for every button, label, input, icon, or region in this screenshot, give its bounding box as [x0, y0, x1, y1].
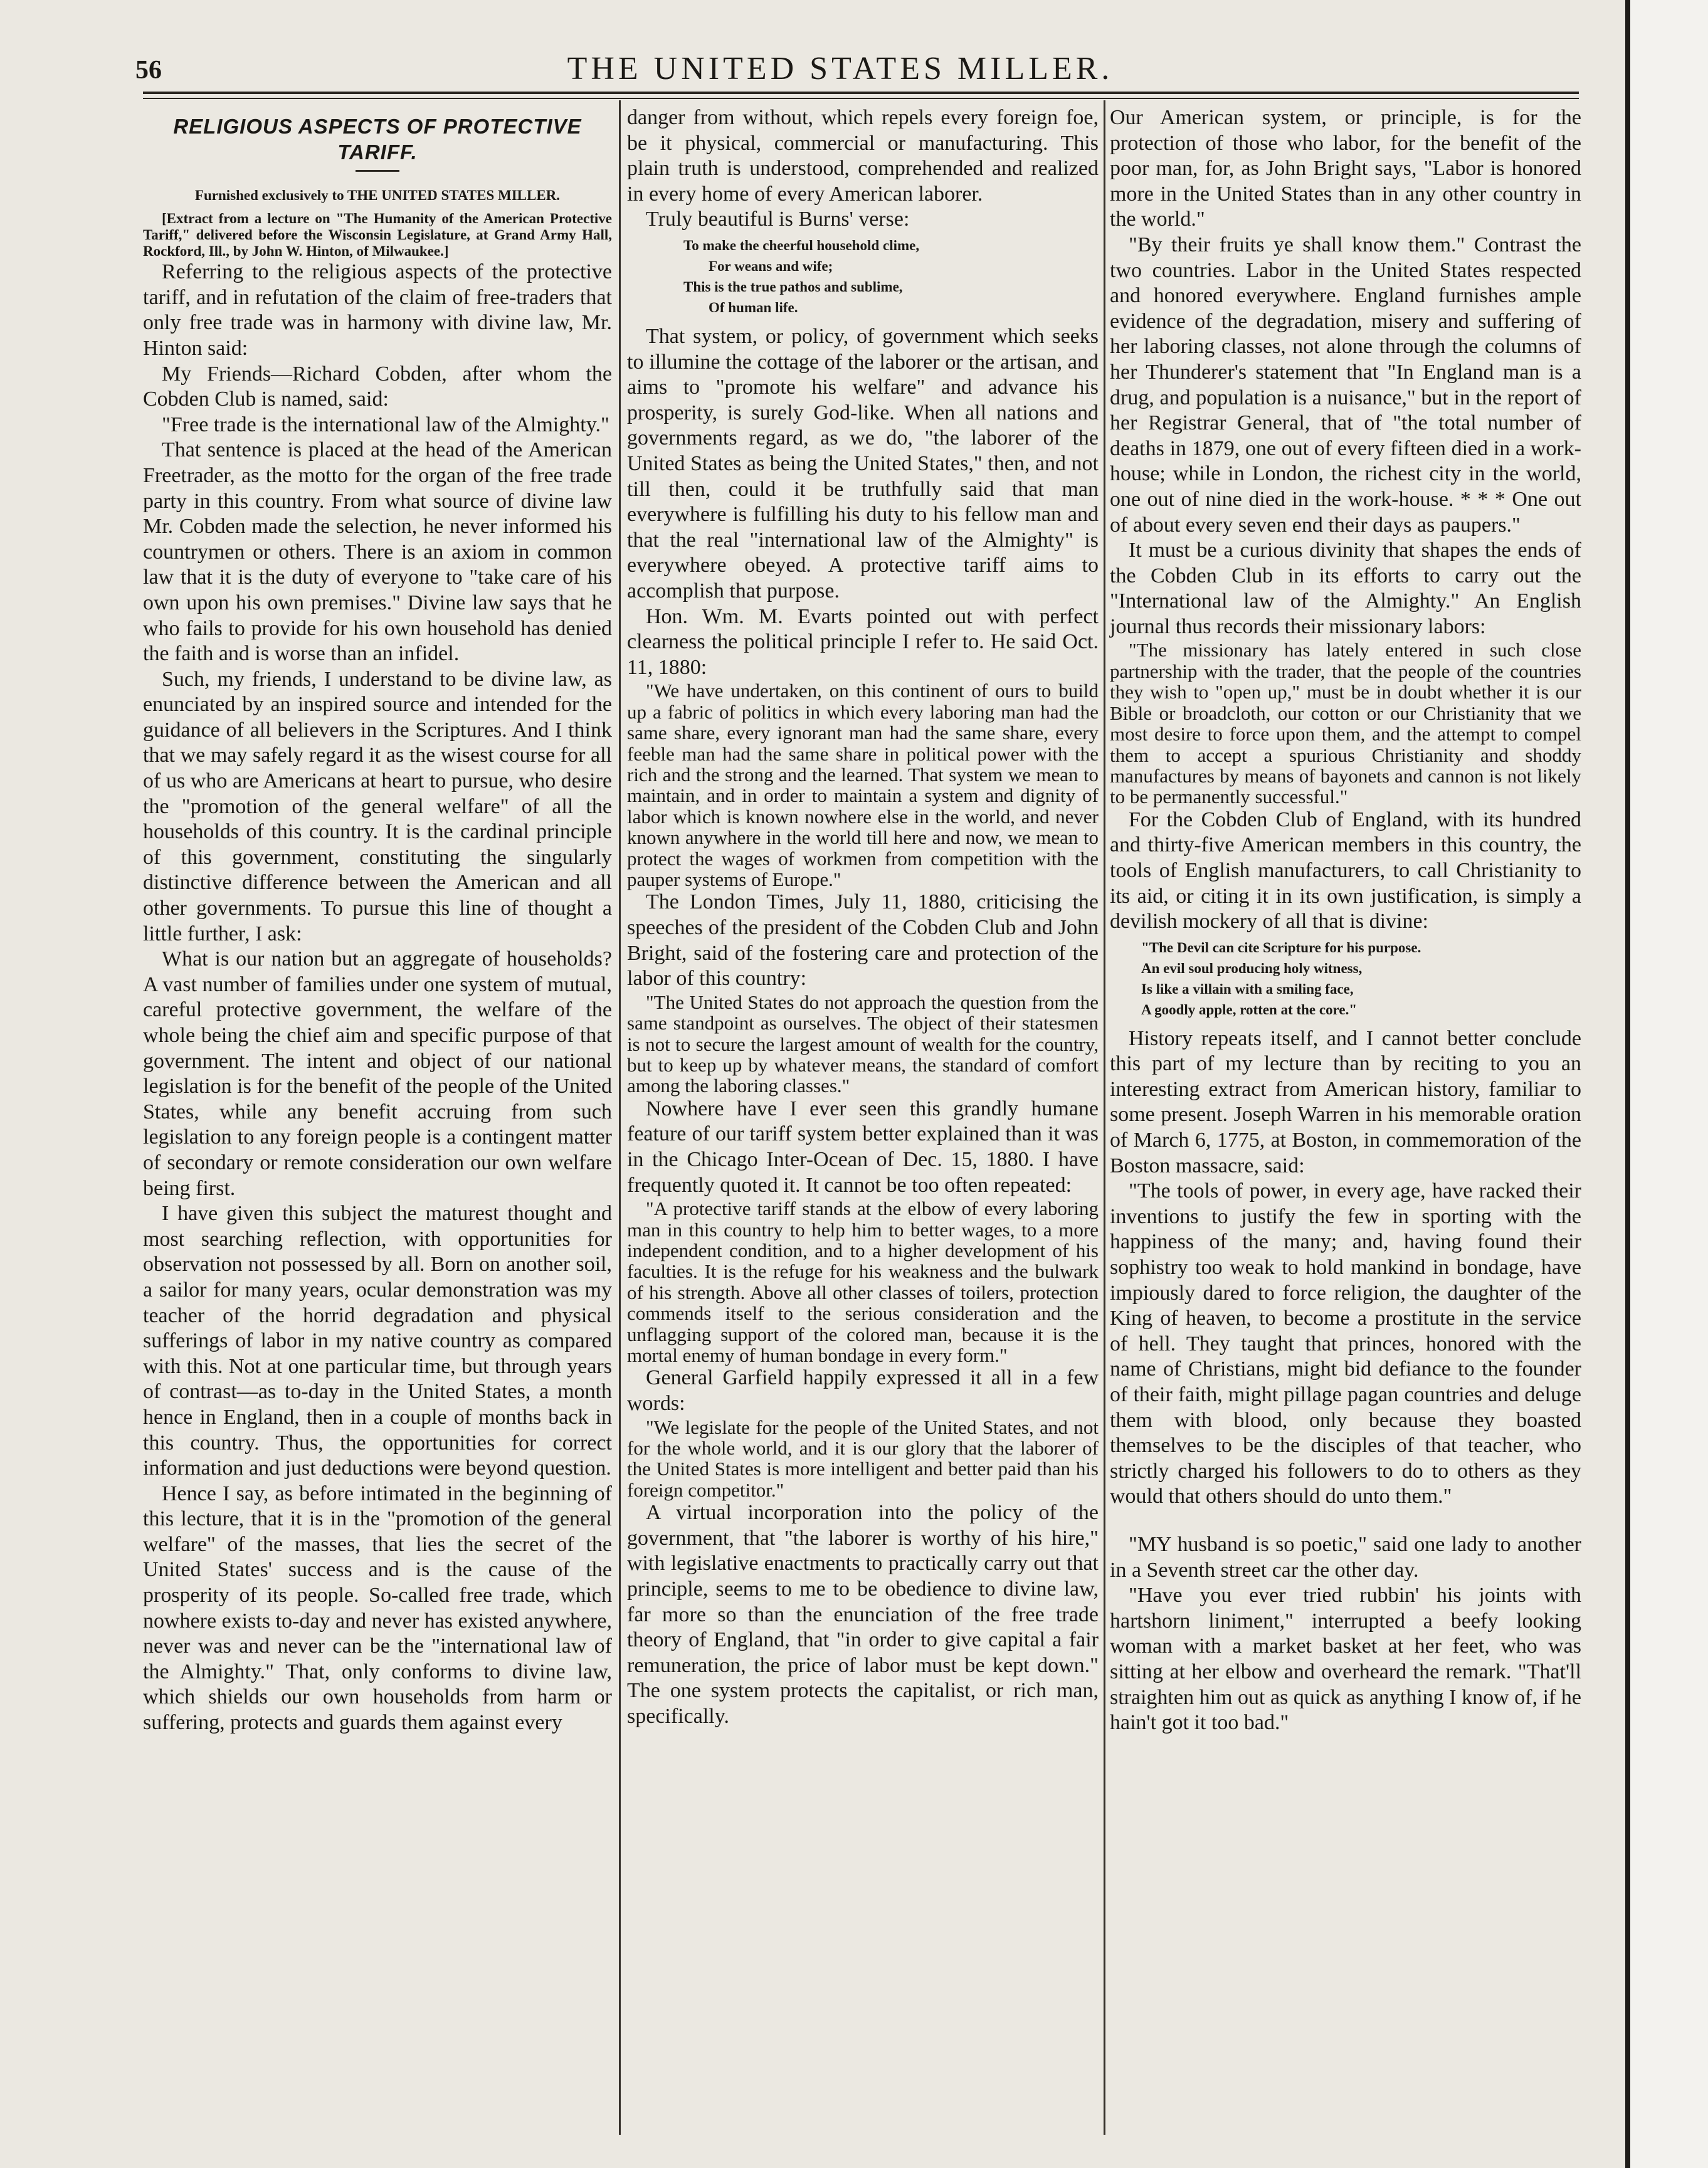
paragraph: My Friends—Richard Cobden, after whom the Cobden Club is named, said: [143, 362, 612, 411]
verse-line: Is like a villain with a smiling face, [1141, 981, 1354, 997]
article-byline: Furnished exclusively to THE UNITED STATES MILLER. [194, 187, 561, 204]
anecdote-paragraph: "Have you ever tried rubbin' his joints with hartshorn liniment," interrupted a beefy looking woman with a market basket at her feet, who was sitting at her elbow and overheard the remark. "That'll straighten him out as quick as anything I know of, if he hain't got it too bad." [1110, 1584, 1581, 1735]
masthead-rule [143, 92, 1579, 94]
verse-line: Of human life. [709, 299, 798, 315]
verse-line: An evil soul producing holy witness, [1141, 960, 1363, 976]
paragraph: Our American system, or principle, is for the protection of those who labor, for the benefit of the poor man, for, as John Bright says, "Labor is honored more in the United States than in any other country in the world." [1110, 106, 1581, 231]
column-2 [627, 105, 1099, 1730]
paragraph: I have given this subject the maturest thought and most searching reflection, with opportunities for observation not possessed by all. Born on another soil, a sailor for many years, ocular demonstration was my teacher of the horrid degradation and physical sufferings of labor in my native country as compared with this. Not at one particular time, but through years of contrast—as to-day in the United States, a month hence in England, then in a couple of months back in this country. Thus, the opportunities for correct information and just deductions were beyond question. [143, 1202, 612, 1480]
section-gap [1110, 1510, 1581, 1532]
column-1 [143, 105, 612, 1736]
paragraph: Truly beautiful is Burns' verse: [646, 208, 910, 231]
quote-missionary: "The missionary has lately entered in such close partnership with the trader, that the people of the countries they wish to "open up," must be in doubt whether it is our Bible or broadcloth, our cotton or our Christianity that we most desire to force upon them, and the attempt to compel them to accept a spurious Christianity and shoddy manufactures by means of bayonets and cannon is not likely to be permanently successful." [1110, 639, 1581, 808]
quote-times: "The United States do not approach the question from the same standpoint as ourselves. The object of their statesmen is not to secure the largest amount of wealth for the country, but to keep up by whatever means, the standard of comfort among the laboring classes." [627, 991, 1099, 1097]
extract-note: [Extract from a lecture on "The Humanity of the American Protective Tariff," delivered before the Wisconsin Legislature, at Grand Army Hall, Rockford, Ill., by John W. Hinton, of Milwaukee.] [143, 211, 612, 260]
shakespeare-verse [1110, 937, 1581, 1020]
paragraph: Referring to the religious aspects of the protective tariff, and in refutation of the claim of free-traders that only free trade was in harmony with divine law, Mr. Hinton said: [143, 260, 612, 360]
column-divider [1104, 100, 1105, 2135]
paragraph: Hon. Wm. M. Evarts pointed out with perfect clearness the political principle I refer to. He said Oct. 11, 1880: [627, 604, 1099, 679]
paragraph: General Garfield happily expressed it all in a few words: [627, 1366, 1099, 1415]
column-divider [619, 100, 621, 2135]
paragraph: The London Times, July 11, 1880, criticising the speeches of the president of the Cobden Club and John Bright, said of the fostering care and protection of the labor of this country: [627, 890, 1099, 991]
headline-rule [356, 170, 399, 172]
paragraph: "The tools of power, in every age, have racked their inventions to justify the few in sporting with the happiness of the many; and, having found their sophistry too weak to hold mankind in bondage, have impiously dared to force religion, the daughter of the King of heaven, to become a prostitute in the service of hell. They taught that princes, honored with the name of Christians, might bid defiance to the founder of their faith, might pillage pagan countries and deluge them with blood, only because they boasted themselves to be the disciples of that teacher, who strictly charged his followers to do to others as they would that others should do unto them." [1110, 1179, 1581, 1508]
column-3 [1110, 105, 1581, 1736]
page-margin [1630, 0, 1708, 2168]
article-headline: RELIGIOUS ASPECTS OF PROTECTIVE TARIFF. [173, 115, 582, 164]
verse-line: A goodly apple, rotten at the core." [1141, 1001, 1357, 1018]
paragraph: "Free trade is the international law of the Almighty." [162, 413, 609, 436]
verse-line: To make the cheerful household clime, [683, 237, 920, 253]
paragraph: A virtual incorporation into the policy of the government, that "the laborer is worthy of his hire," with legislative enactments to practically carry out that principle, seems to me to be obedience to divine law, far more so than the enunciation of the free trade theory of England, that "in order to give capital a fair remuneration, the price of labor must be kept down." The one system protects the capitalist, or rich man, specifically. [627, 1501, 1099, 1728]
paragraph: That system, or policy, of government which seeks to illumine the cottage of the laborer or the artisan, and aims to "promote his welfare" and advance his prosperity, is surely God-like. When all nations and governments regard, as we do, "the laborer of the United States as being the United States," then, and not till then, could it be truthfully said that man everywhere is fulfilling his duty to his fellow man and that the real "international law of the Almighty" is everywhere obeyed. A protective tariff aims to accomplish that purpose. [627, 324, 1099, 603]
quote-inter-ocean: "A protective tariff stands at the elbow of every laboring man in this country to help him to better wages, to a more independent condition, and to a higher development of his faculties. It is the refuge for his weakness and the bulwark of his strength. Above all other classes of toilers, protection commends itself to the serious consideration and the unflagging support of the colored man, because it is the mortal enemy of human bondage in every form." [627, 1197, 1099, 1366]
paragraph: "By their fruits ye shall know them." Contrast the two countries. Labor in the United States respected and honored everywhere. England furnishes ample evidence of the degradation, misery and suffering of her laboring classes, not alone through the columns of her Thunderer's statement that "In England man is a drug, and population is a nuisance," but in the report of her Registrar General, that of "the total number of deaths in 1879, one out of every fifteen died in a work-house; while in London, the richest city in the world, one out of nine died in the work-house. * * * One out of about every seven end their days as paupers." [1110, 233, 1581, 537]
paragraph: Hence I say, as before intimated in the beginning of this lecture, that it is in the "promotion of the general welfare" of the masses, that lies the secret of the United States' success and is the cause of the prosperity of its people. So-called free trade, which nowhere exists to-day and never has existed anywhere, never was and never can be the "international law of the Almighty." That, only conforms to divine law, which shields our own households from harm or suffering, protects and guards them against every [143, 1481, 612, 1735]
verse-line: For weans and wife; [709, 258, 833, 274]
quote-garfield: "We legislate for the people of the United States, and not for the whole world, and it is our glory that the laborer of the United States is more intelligent and better paid than his foreign competitor." [627, 1416, 1099, 1501]
anecdote-paragraph: "MY husband is so poetic," said one lady to another in a Seventh street car the other day. [1110, 1532, 1581, 1582]
paragraph: For the Cobden Club of England, with its hundred and thirty-five American members in this country, the tools of English manufacturers, to call Christianity to its aid, or citing it in its own justification, is simply a devilish mockery of all that is divine: [1110, 808, 1581, 934]
paragraph: Such, my friends, I understand to be divine law, as enunciated by an inspired source and intended for the guidance of all believers in the Scriptures. And I think that we may safely regard it as the wisest course for all of us who are Americans at heart to pursue, who desire the "promotion of the general welfare" of all the households of this country. It is the cardinal principle of this government, constituting the singularly distinctive difference between the American and all other governments. To pursue this line of thought a little further, I ask: [143, 667, 612, 945]
paragraph: It must be a curious divinity that shapes the ends of the Cobden Club in its efforts to carry out the "International law of the Almighty." An English journal thus records their missionary labors: [1110, 539, 1581, 638]
paragraph: What is our nation but an aggregate of households? A vast number of families under one system of mutual, careful protective government, the welfare of the whole being the chief aim and specific purpose of that government. The intent and object of our national legislation is for the benefit of the people of the United States, while any benefit accruing from such legislation to any foreign people is a contingent matter of secondary or remote consideration our own welfare being first. [143, 947, 612, 1200]
burns-verse [627, 235, 1099, 318]
verse-line: "The Devil can cite Scripture for his purpose. [1141, 939, 1421, 955]
masthead-title: THE UNITED STATES MILLER. [567, 51, 1114, 87]
paragraph: Nowhere have I ever seen this grandly humane feature of our tariff system better explained than it was in the Chicago Inter-Ocean of Dec. 15, 1880. I have frequently quoted it. It cannot be too often repeated: [627, 1097, 1099, 1197]
quote-evarts: "We have undertaken, on this continent of ours to build up a fabric of politics in which every laboring man had the same share, every ignorant man had the same share, every feeble man had the same share in political power with the rich and the strong and the learned. That system we mean to maintain, and in order to maintain a system and dignity of labor which is known nowhere else in the world, and never known anywhere in the world till here and now, we mean to protect the wages of workmen from competition with the pauper systems of Europe." [627, 680, 1099, 890]
verse-line: This is the true pathos and sublime, [683, 278, 903, 295]
paragraph: That sentence is placed at the head of the American Freetrader, as the motto for the organ of the free trade party in this country. From what source of divine law Mr. Cobden made the selection, he never informed his countrymen or others. There is an axiom in common law that it is the duty of everyone to "take care of his own upon his own premises." Divine law says that he who fails to provide for his own household has denied the faith and is worse than an infidel. [143, 438, 612, 666]
paragraph: History repeats itself, and I cannot better conclude this part of my lecture than by reciting to you an interesting extract from American history, familiar to some present. Joseph Warren in his memorable oration of March 6, 1775, at Boston, in commemoration of the Boston massacre, said: [1110, 1026, 1581, 1177]
masthead-rule-thin [143, 98, 1579, 99]
page-number: 56 [135, 56, 162, 85]
paragraph: danger from without, which repels every foreign foe, be it physical, commercial or manufacturing. This plain truth is understood, comprehended and realized in every home of every American laborer. [627, 106, 1099, 206]
